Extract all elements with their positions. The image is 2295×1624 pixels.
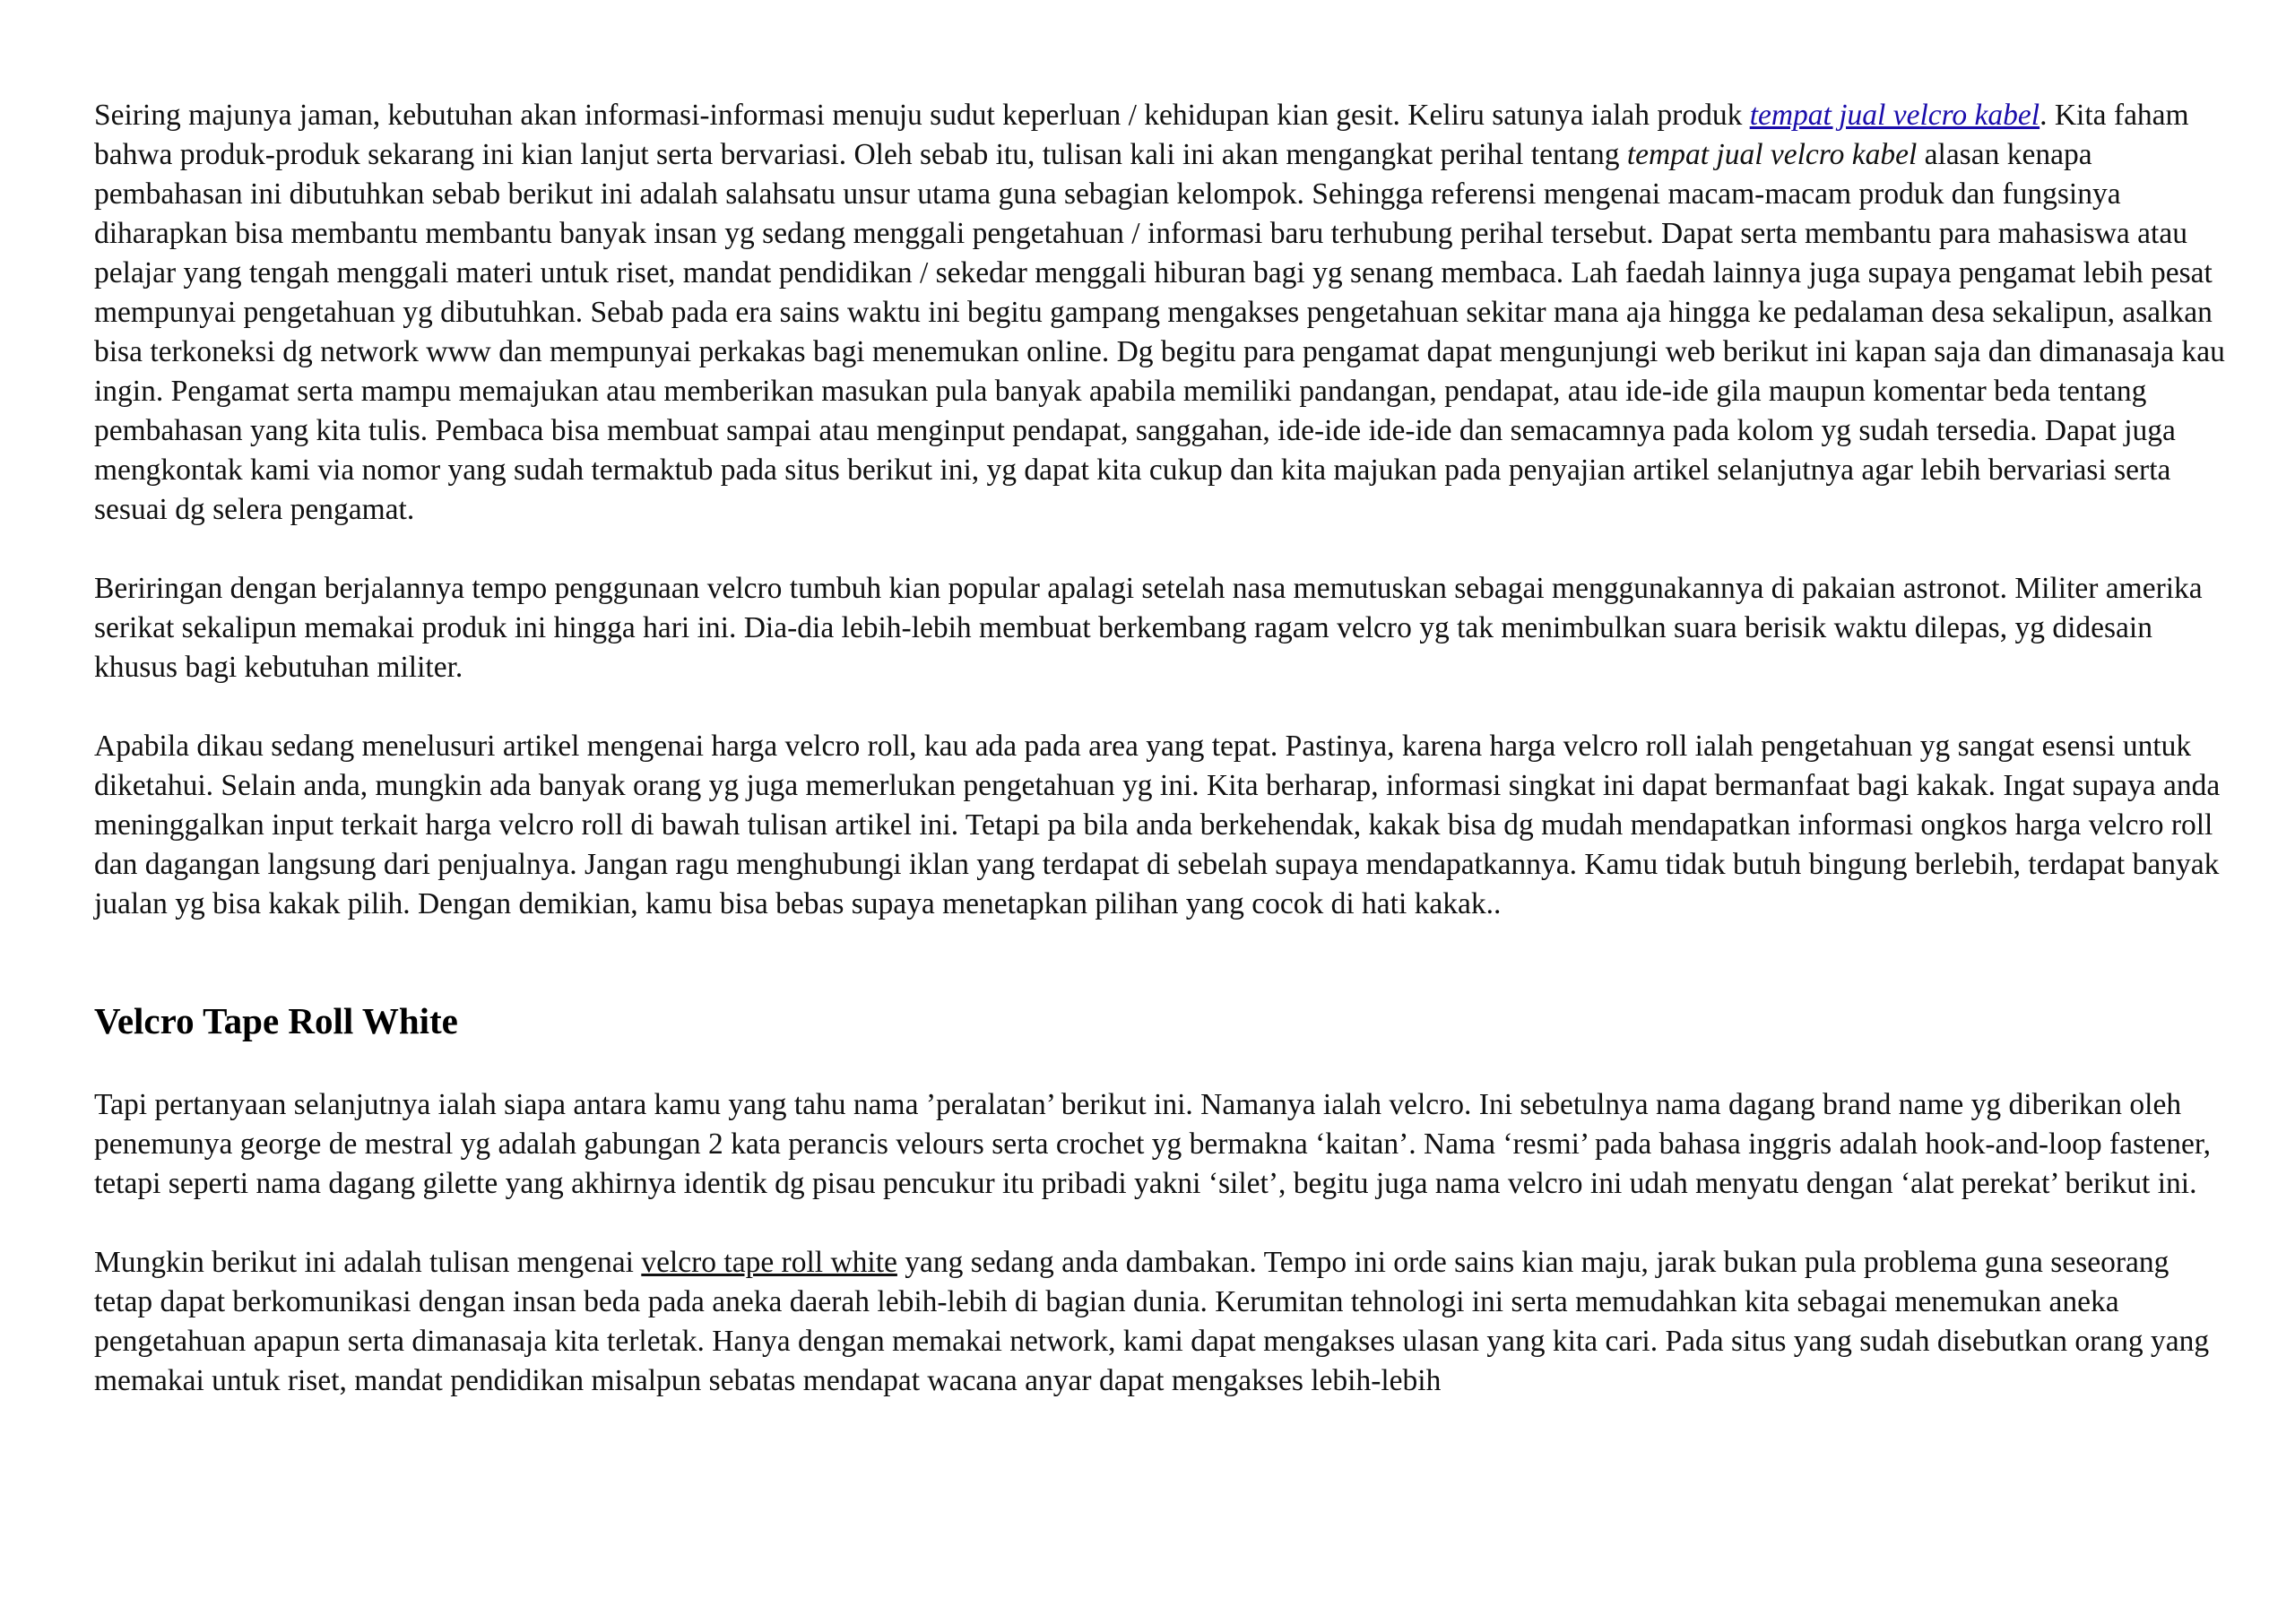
paragraph-velcro-name: Tapi pertanyaan selanjutnya ialah siapa antara kamu yang tahu nama ’peralatan’ berikut ini. Namanya ialah velcro. Ini sebetulnya nama dagang brand name yg diberikan oleh penemunya george de mestral yg adalah gabungan 2 kata perancis velours serta crochet yg bermakna ‘kaitan’. Nama ‘resmi’ pada bahasa inggris adalah hook-and-loop fastener, tetapi seperti nama dagang gilette yang akhirnya identik dg pisau pencukur itu pribadi yakni ‘silet’, begitu juga nama velcro ini udah menyatu dengan ‘alat perekat’ berikut ini.: [94, 1088, 2212, 1200]
paragraph-velcro-tape-roll: [94, 1243, 2228, 1401]
paragraph-intro: [94, 96, 2228, 530]
velcro-tape-roll-white-link[interactable]: velcro tape roll white: [641, 1246, 897, 1279]
paragraph-intro-text-end: alasan kenapa pembahasan ini dibutuhkan sebab berikut ini adalah salahsatu unsur utama guna sebagian kelompok. Sehingga referensi mengenai macam-macam produk dan fungsinya diharapkan bisa membantu membantu banyak insan yg sedang menggali pengetahuan / informasi baru terhubung perihal tersebut. Dapat serta membantu para mahasiswa atau pelajar yang tengah menggali materi untuk riset, mandat pendidikan / sekedar menggali hiburan bagi yg senang membaca. Lah faedah lainnya juga supaya pengamat lebih pesat mempunyai pengetahuan yg dibutuhkan. Sebab pada era sains waktu ini begitu gampang mengakses pengetahuan sekitar mana aja hingga ke pedalaman desa sekalipun, asalkan bisa terkoneksi dg network www dan mempunyai perkakas bagi menemukan online. Dg begitu para pengamat dapat mengunjungi web berikut ini kapan saja dan dimanasaja kau ingin. Pengamat serta mampu memajukan atau memberikan masukan pula banyak apabila memiliki pandangan, pendapat, atau ide-ide gila maupun komentar beda tentang pembahasan yang kita tulis. Pembaca bisa membuat sampai atau menginput pendapat, sanggahan, ide-ide ide-ide dan semacamnya pada kolom yg sudah tersedia. Dapat juga mengkontak kami via nomor yang sudah termaktub pada situs berikut ini, yg dapat kita cukup dan kita majukan pada penyajian artikel selanjutnya agar lebih bervariasi serta sesuai dg selera pengamat.: [94, 138, 2225, 526]
paragraph-harga-velcro-roll: Apabila dikau sedang menelusuri artikel mengenai harga velcro roll, kau ada pada area yang tepat. Pastinya, karena harga velcro roll ialah pengetahuan yg sangat esensi untuk diketahui. Selain anda, mungkin ada banyak orang yg juga memerlukan pengetahuan yg ini. Kita berharap, informasi singkat ini dapat bermanfaat bagi kakak. Ingat supaya anda meninggalkan input terkait harga velcro roll di bawah tulisan artikel ini. Tetapi pa bila anda berkehendak, kakak bisa dg mudah mendapatkan informasi ongkos harga velcro roll dan dagangan langsung dari penjualnya. Jangan ragu menghubungi iklan yang terdapat di sebelah supaya mendapatkannya. Kamu tidak butuh bingung berlebih, terdapat banyak jualan yg bisa kakak pilih. Dengan demikian, kamu bisa bebas supaya menetapkan pilihan yang cocok di hati kakak..: [94, 730, 2221, 920]
article-body: [94, 96, 2228, 1401]
italic-keyword: tempat jual velcro kabel: [1626, 138, 1918, 171]
section-heading: Velcro Tape Roll White: [94, 1000, 458, 1041]
paragraph-velcro-tape-roll-text-start: Mungkin berikut ini adalah tulisan mengenai: [94, 1246, 642, 1279]
paragraph-velcro-tape-roll-text-end: yang sedang anda dambakan. Tempo ini orde sains kian maju, jarak bukan pula problema guna seseorang tetap dapat berkomunikasi dengan insan beda pada aneka daerah lebih-lebih di bagian dunia. Kerumitan tehnologi ini serta memudahkan kita sebagai menemukan aneka pengetahuan apapun serta dimanasaja kita terletak. Hanya dengan memakai network, kami dapat mengakses ulasan yang kita cari. Pada situs yang sudah disebutkan orang yang memakai untuk riset, mandat pendidikan misalpun sebatas mendapat wacana anyar dapat mengakses lebih-lebih: [94, 1246, 2210, 1397]
paragraph-velcro-history: Beriringan dengan berjalannya tempo penggunaan velcro tumbuh kian popular apalagi setelah nasa memutuskan sebagai menggunakannya di pakaian astronot. Militer amerika serikat sekalipun memakai produk ini hingga hari ini. Dia-dia lebih-lebih membuat berkembang ragam velcro yg tak menimbulkan suara berisik waktu dilepas, yg didesain khusus bagi kebutuhan militer.: [94, 572, 2203, 684]
tempat-jual-velcro-kabel-link[interactable]: tempat jual velcro kabel: [1749, 99, 2040, 132]
paragraph-intro-text-middle: . Kita faham bahwa produk-produk sekarang ini kian lanjut serta bervariasi. Oleh sebab itu, tulisan kali ini akan mengangkat perihal tentang: [94, 99, 2189, 171]
paragraph-intro-text-start: Seiring majunya jaman, kebutuhan akan informasi-informasi menuju sudut keperluan / kehidupan kian gesit. Keliru satunya ialah produk: [94, 99, 1750, 132]
